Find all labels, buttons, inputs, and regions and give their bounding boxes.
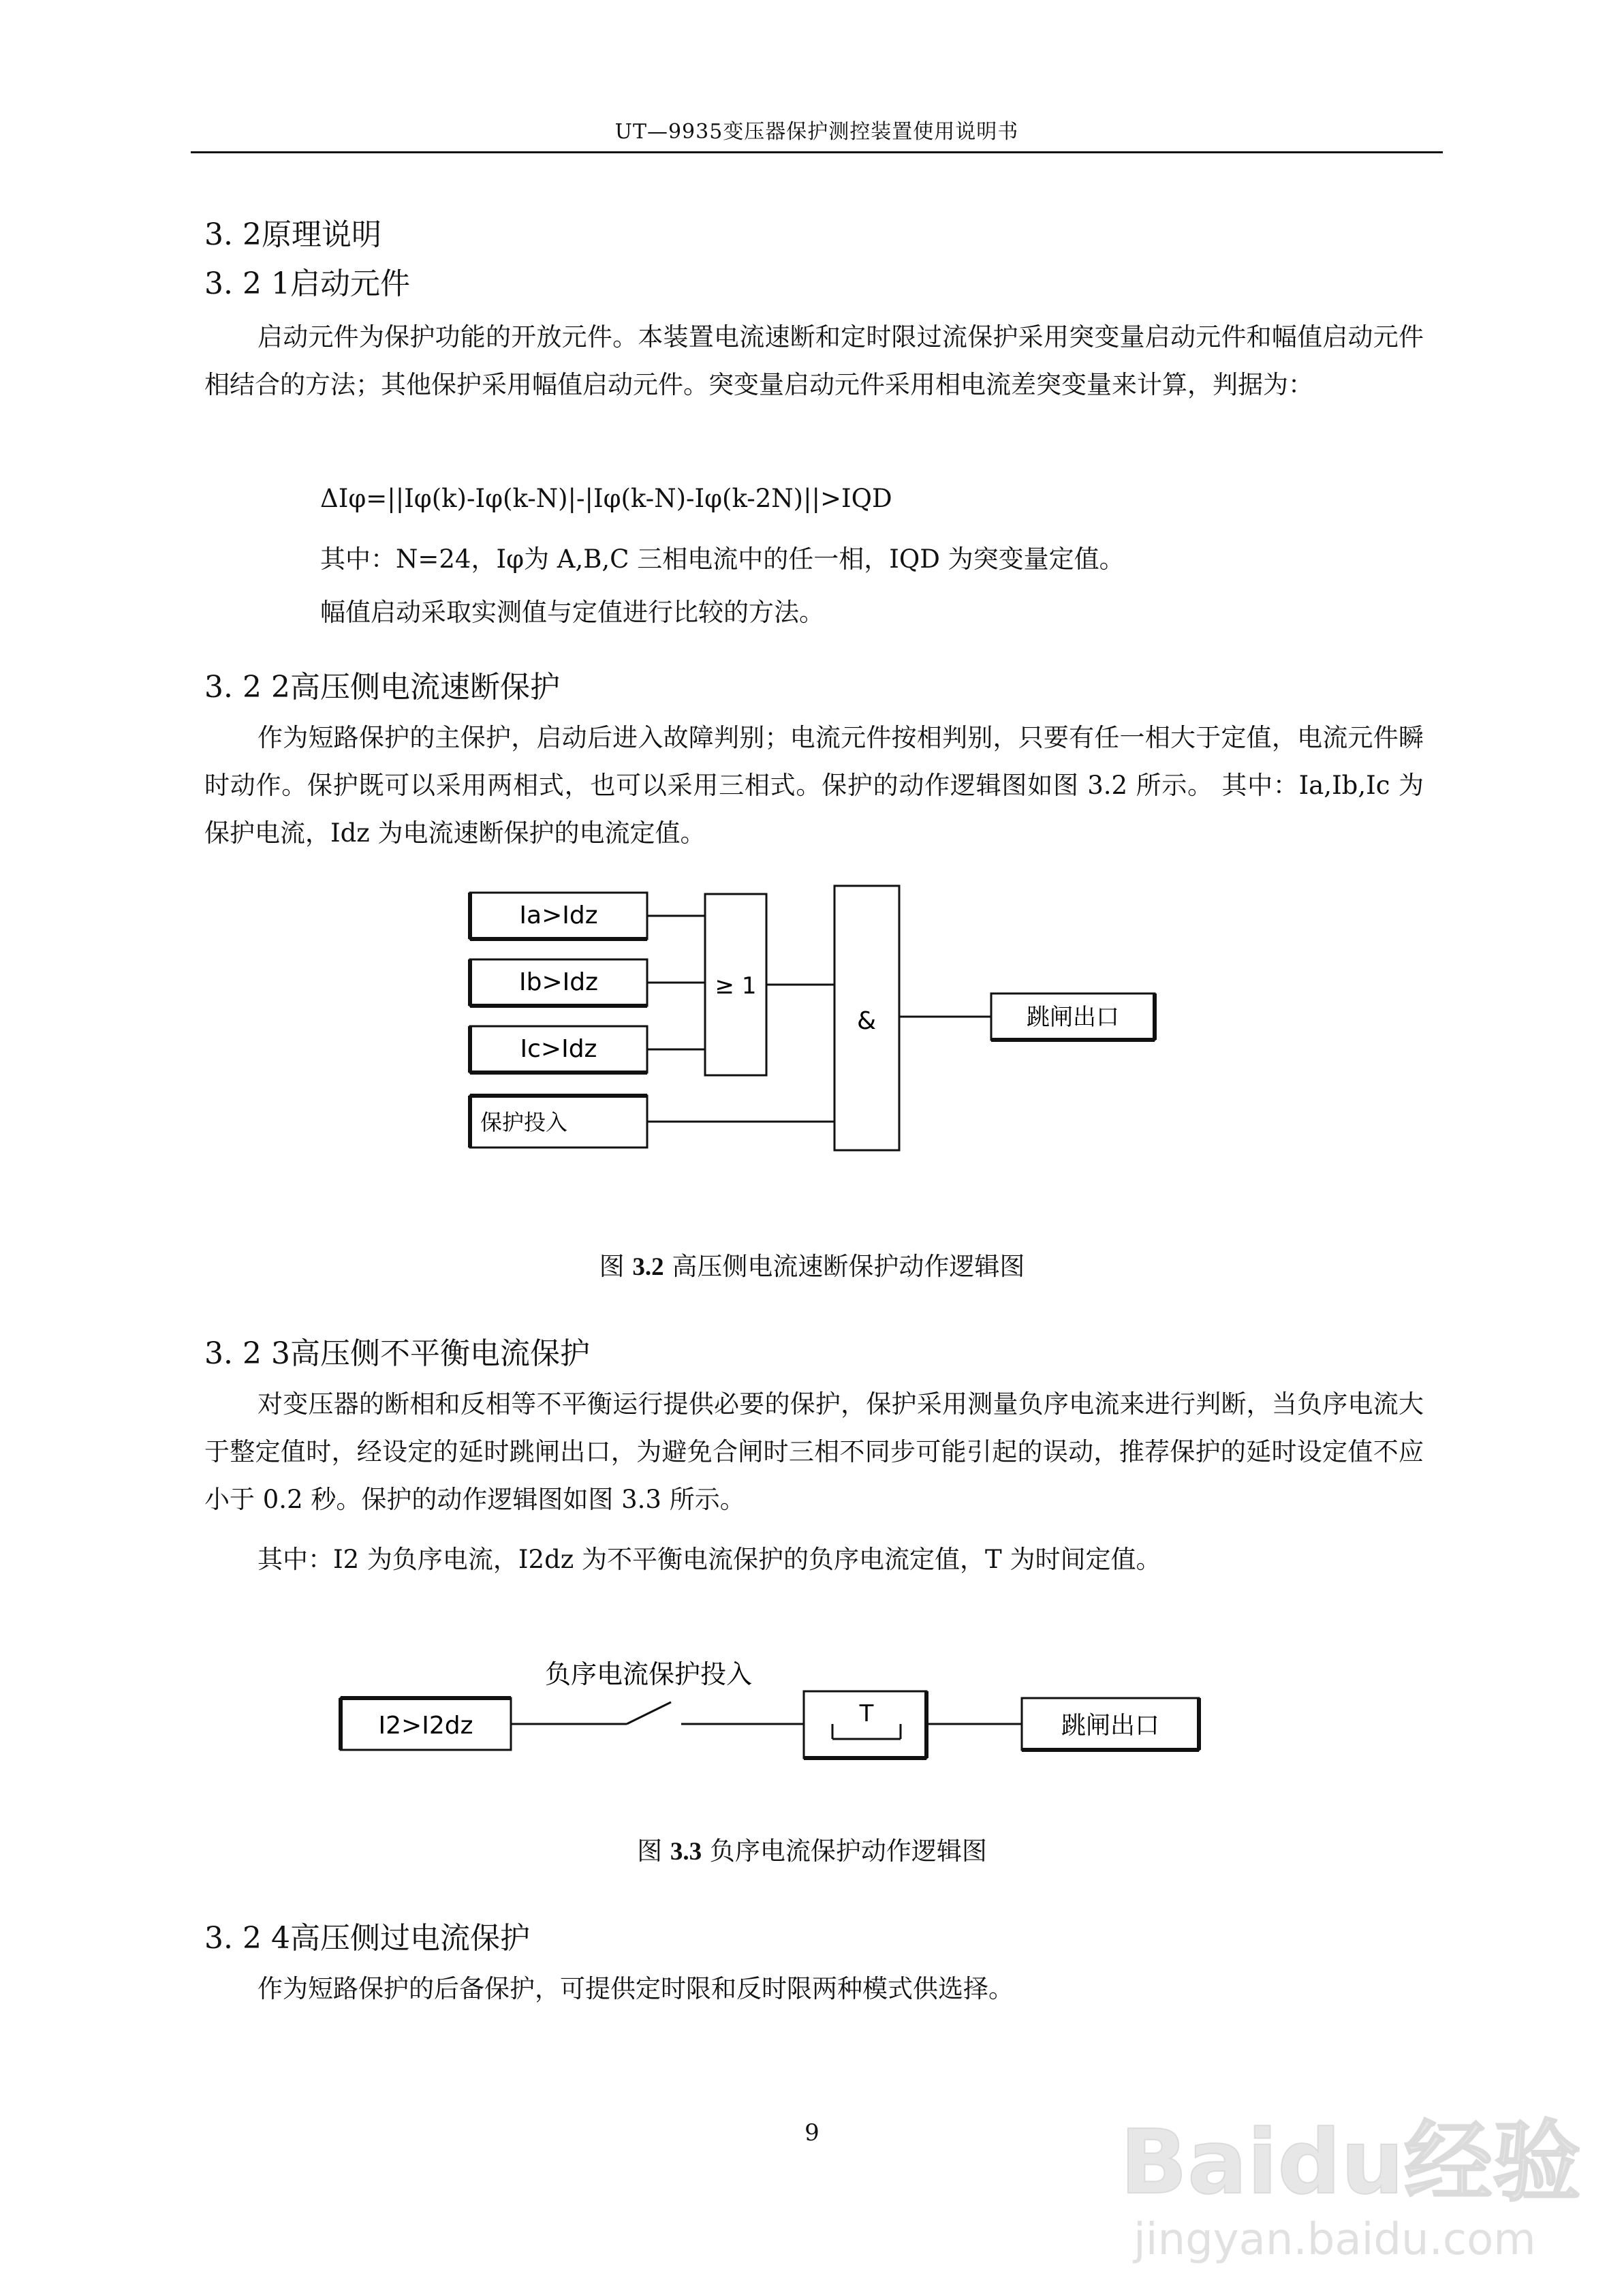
input-box-ia [470,893,647,939]
section-3-2-4-heading: 3. 2 4高压侧过电流保护 [204,1921,530,1956]
input-box-ib [470,959,647,1006]
output-box-trip-2 [1022,1698,1199,1750]
figure-3-2-wires [647,916,991,1122]
figure-3-2-caption-number: 3.2 [632,1253,664,1281]
startup-formula: ΔIφ=||Iφ(k)-Iφ(k-N)|-|Iφ(k-N)-Iφ(k-2N)||>IQD [320,484,892,513]
input-box-ic [470,1026,647,1073]
figure-3-2-caption-text: 高压侧电流速断保护动作逻辑图 [672,1252,1025,1281]
timer-box [804,1691,926,1758]
output-box-trip [991,994,1155,1040]
input-label-ia: Ia>Idz [519,902,598,929]
section-3-2-3-paragraph: 对变压器的断相和反相等不平衡运行提供必要的保护，保护采用测量负序电流来进行判断，当负序电流大于整定值时，经设定的延时跳闸出口，为避免合闸时三相不同步可能引起的误动，推荐保护的延时设定值不应小于 0.2 秒。保护的动作逻辑图如图 3.3 所示。 [204,1389,1424,1514]
figure-3-3-logic-diagram [327,1649,1240,1785]
formula-explanation: 其中：N=24，Iφ为 A,B,C 三相电流中的任一相，IQD 为突变量定值。 [320,544,1125,574]
section-3-2-3-heading: 3. 2 3高压侧不平衡电流保护 [204,1336,590,1371]
section-3-2-2-paragraph: 作为短路保护的主保护，启动后进入故障判别；电流元件按相判别，只要有任一相大于定值，电流元件瞬时动作。保护既可以采用两相式，也可以采用三相式。保护的动作逻辑图如图 3.2 所示。 其中：Ia,Ib,Ic 为保护电流，Idz 为电流速断保护的电流定值。 [204,723,1424,848]
header-divider [191,151,1443,153]
switch-blade [627,1702,671,1724]
figure-3-3-caption-number: 3.3 [670,1838,702,1866]
section-3-2-2-heading: 3. 2 2高压侧电流速断保护 [204,670,560,705]
figure-3-3-caption-text: 负序电流保护动作逻辑图 [709,1836,987,1866]
watermark-brand: Baidu经验 [1120,2111,1581,2214]
figure-3-2-logic-diagram [450,879,1185,1179]
baidu-jingyan-watermark [1106,2111,1597,2275]
or-gate-label: ≥ 1 [715,972,757,1000]
figure-3-3-caption [0,1830,1624,1867]
input-box-enable [470,1096,647,1148]
section-3-2-3-note: 其中：I2 为负序电流，I2dz 为不平衡电流保护的负序电流定值，T 为时间定值。 [257,1545,1161,1574]
and-gate-label: & [856,1007,877,1035]
input-label-enable: 保护投入 [480,1109,568,1135]
figure-3-2-caption-prefix: 图 [599,1252,625,1281]
figure-3-3-caption-prefix: 图 [637,1836,663,1866]
page-number: 9 [805,2119,819,2146]
figure-3-2-caption [0,1246,1624,1282]
switch-label: 负序电流保护投入 [545,1659,753,1689]
figure-3-3-wires [511,1702,1022,1724]
timer-label: T [859,1700,874,1727]
section-3-2-4-paragraph: 作为短路保护的后备保护，可提供定时限和反时限两种模式供选择。 [257,1974,1014,2003]
input-box-i2 [341,1698,511,1750]
section-3-2-1-paragraph: 启动元件为保护功能的开放元件。本装置电流速断和定时限过流保护采用突变量启动元件和幅值启动元件相结合的方法；其他保护采用幅值启动元件。突变量启动元件采用相电流差突变量来计算，判据为： [204,322,1424,399]
input-label-i2: I2>I2dz [378,1712,473,1740]
input-label-ib: Ib>Idz [519,968,598,996]
amplitude-startup-note: 幅值启动采取实测值与定值进行比较的方法。 [320,598,824,627]
section-3-2-heading: 3. 2原理说明 [204,217,381,252]
input-label-ic: Ic>Idz [520,1035,597,1063]
document-header-title: UT—9935变压器保护测控装置使用说明书 [614,120,1019,144]
output-label-trip: 跳闸出口 [1027,1004,1119,1031]
section-3-2-1-heading: 3. 2 1启动元件 [204,266,410,301]
watermark-url: jingyan.baidu.com [1134,2215,1536,2265]
output-label-trip-2: 跳闸出口 [1061,1712,1160,1740]
